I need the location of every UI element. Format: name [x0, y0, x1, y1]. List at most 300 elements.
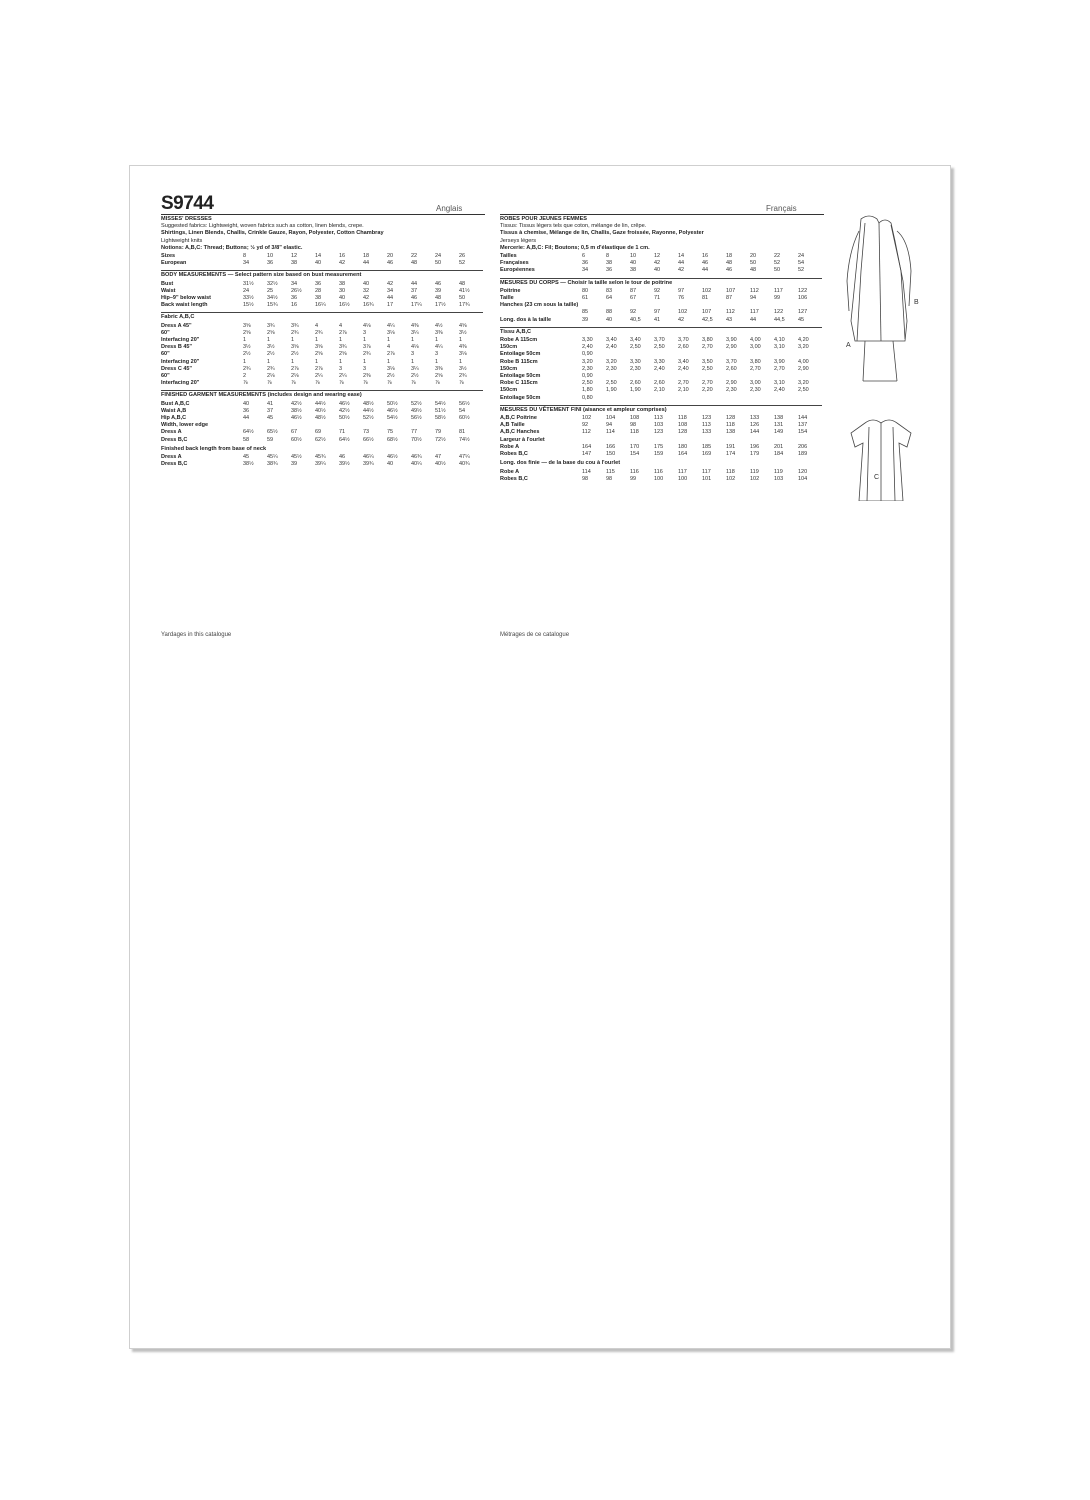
- table-cell: 46¼: [363, 454, 374, 461]
- table-cell: ⅞: [363, 380, 368, 387]
- table-cell: 2: [243, 373, 247, 380]
- table-cell: 45: [243, 454, 250, 461]
- table-cell: 159: [654, 451, 664, 458]
- row-label: Dress B,C: [161, 461, 188, 468]
- table-cell: [582, 437, 606, 444]
- body-measurements-table: [161, 281, 483, 310]
- table-cell: [750, 395, 774, 402]
- back-length-table: [500, 469, 822, 483]
- table-cell: 56½: [411, 415, 422, 422]
- table-cell: 1: [243, 337, 247, 344]
- table-cell: 2¾: [315, 329, 323, 336]
- table-cell: 3¼: [411, 329, 419, 336]
- table-cell: [798, 395, 822, 402]
- table-cell: [654, 437, 678, 444]
- finished-measurements-table: [161, 401, 483, 444]
- finished-measurements-heading: FINISHED GARMENT MEASUREMENTS (includes design and wearing ease): [161, 390, 483, 399]
- table-cell: 2¾: [243, 365, 251, 372]
- table-cell: 1: [291, 358, 295, 365]
- table-cell: 2⅝: [267, 329, 275, 336]
- table-cell: 12: [291, 253, 298, 260]
- table-cell: 36: [315, 280, 322, 287]
- table-cell: 184: [774, 451, 784, 458]
- table-cell: 76: [678, 295, 685, 302]
- table-row: [500, 469, 822, 476]
- table-cell: 122: [774, 309, 784, 316]
- table-cell: 3,00: [750, 380, 761, 387]
- table-cell: 4¼: [435, 344, 443, 351]
- table-cell: [654, 373, 678, 380]
- table-cell: 46: [387, 260, 394, 267]
- table-cell: 28: [315, 287, 322, 294]
- table-cell: [630, 373, 654, 380]
- fabric-suggestions: Tissus à chemise, Mélange de lin, Challis, Gaze froissée, Rayonne, Polyester: [500, 230, 704, 237]
- table-cell: 14: [315, 253, 322, 260]
- notions: Mercerie: A,B,C: Fil; Boutons; 0,5 m d'élastique de 1 cm.: [500, 244, 650, 251]
- table-cell: 99: [630, 475, 637, 482]
- table-cell: 73: [363, 429, 370, 436]
- table-cell: 44½: [315, 400, 326, 407]
- table-row: [500, 415, 822, 422]
- table-row: [500, 351, 822, 358]
- table-cell: ⅞: [459, 380, 464, 387]
- table-cell: 4⅛: [411, 344, 419, 351]
- table-cell: 48: [411, 260, 418, 267]
- table-cell: 40: [315, 260, 322, 267]
- table-cell: [774, 351, 798, 358]
- table-cell: [774, 395, 798, 402]
- table-cell: 92: [582, 422, 589, 429]
- table-cell: 17¼: [411, 302, 422, 309]
- table-cell: 144: [798, 415, 808, 422]
- table-cell: 52: [774, 260, 781, 267]
- table-cell: [702, 395, 726, 402]
- table-row: [500, 429, 822, 436]
- table-cell: 1: [387, 358, 391, 365]
- table-cell: 154: [630, 451, 640, 458]
- table-cell: 36: [291, 295, 298, 302]
- table-cell: 2¼: [339, 373, 347, 380]
- back-length-table: [161, 454, 483, 468]
- table-cell: 2,60: [630, 380, 641, 387]
- table-cell: 75: [387, 429, 394, 436]
- table-cell: 3,70: [678, 337, 689, 344]
- table-row: [161, 302, 483, 309]
- table-cell: 4⅝: [459, 322, 467, 329]
- table-cell: 26: [459, 253, 466, 260]
- table-cell: 2⅝: [339, 351, 347, 358]
- table-cell: 79: [435, 429, 442, 436]
- table-cell: 1: [243, 358, 247, 365]
- table-row: [161, 253, 483, 260]
- fabric-suggestions: Suggested fabrics: Lightweight, woven fabrics such as cotton, linen blends, crepe.: [161, 223, 364, 230]
- table-cell: 4: [339, 322, 343, 329]
- table-row: [161, 380, 483, 387]
- table-cell: [654, 395, 678, 402]
- table-cell: 4½: [435, 322, 443, 329]
- table-cell: 2,50: [606, 380, 617, 387]
- table-cell: 2¼: [315, 373, 323, 380]
- table-cell: 98: [606, 475, 613, 482]
- table-cell: 94: [606, 422, 613, 429]
- table-cell: 2½: [291, 351, 299, 358]
- table-cell: 3½: [243, 344, 251, 351]
- table-cell: 46: [702, 260, 709, 267]
- row-label: Robe A: [500, 443, 520, 450]
- row-label: 60": [161, 329, 170, 336]
- table-cell: 16: [339, 253, 346, 260]
- table-cell: 44: [750, 316, 757, 323]
- table-row: [161, 330, 483, 337]
- table-cell: 2,10: [654, 387, 665, 394]
- table-cell: 118: [678, 415, 687, 422]
- row-label: 150cm: [500, 365, 518, 372]
- table-cell: 45: [267, 415, 274, 422]
- table-cell: [654, 351, 678, 358]
- body-measurements-table: [500, 288, 822, 324]
- table-cell: 1: [459, 337, 463, 344]
- fabric-suggestions: Tissus: Tissus légers tels que coton, mélange de lin, crêpe.: [500, 223, 647, 230]
- table-cell: 2,30: [606, 365, 617, 372]
- table-cell: 150: [606, 451, 616, 458]
- table-cell: 87: [630, 287, 637, 294]
- table-cell: 34: [291, 280, 298, 287]
- table-cell: 126: [750, 422, 760, 429]
- table-cell: [582, 302, 606, 309]
- table-cell: 88: [606, 309, 613, 316]
- table-cell: 67: [630, 295, 637, 302]
- table-cell: 77: [411, 429, 418, 436]
- table-cell: 114: [582, 468, 591, 475]
- table-cell: 100: [654, 475, 664, 482]
- table-cell: 2,40: [582, 344, 593, 351]
- table-cell: 117: [774, 287, 783, 294]
- table-cell: 2,70: [750, 365, 761, 372]
- table-cell: [702, 373, 726, 380]
- table-cell: 98: [630, 422, 637, 429]
- table-cell: [702, 351, 726, 358]
- table-cell: 2⅞: [339, 329, 347, 336]
- table-cell: [798, 351, 822, 358]
- table-cell: 3,80: [702, 337, 713, 344]
- table-cell: 1: [267, 358, 271, 365]
- table-cell: 102: [678, 309, 688, 316]
- table-cell: 144: [750, 429, 760, 436]
- table-cell: 123: [654, 429, 664, 436]
- table-cell: 94: [750, 295, 757, 302]
- table-cell: ⅞: [315, 380, 320, 387]
- table-cell: 17: [387, 302, 394, 309]
- table-cell: 81: [459, 429, 466, 436]
- table-cell: 64: [606, 295, 613, 302]
- table-cell: 46½: [339, 400, 350, 407]
- table-cell: 3,30: [582, 337, 593, 344]
- table-cell: 102: [726, 475, 736, 482]
- table-cell: 34: [387, 287, 394, 294]
- table-cell: 1: [435, 337, 439, 344]
- table-cell: 104: [606, 415, 616, 422]
- table-cell: 40,5: [630, 316, 641, 323]
- table-cell: 40½: [435, 461, 446, 468]
- table-cell: 60½: [291, 436, 302, 443]
- row-label: Interfacing 20": [161, 380, 200, 387]
- table-cell: [630, 302, 654, 309]
- table-cell: 32: [363, 287, 370, 294]
- table-cell: 40: [339, 295, 346, 302]
- footer-note-right: Métrages de ce catalogue: [500, 632, 570, 638]
- table-cell: 2,50: [702, 365, 713, 372]
- table-cell: 2,30: [582, 365, 593, 372]
- table-cell: 50: [774, 267, 781, 274]
- table-row: [161, 373, 483, 380]
- table-cell: 62½: [315, 436, 326, 443]
- table-cell: 15½: [243, 302, 254, 309]
- fabric-heading: Fabric A,B,C: [161, 312, 483, 321]
- table-cell: [750, 437, 774, 444]
- table-cell: 104: [798, 475, 808, 482]
- table-cell: 15¾: [267, 302, 278, 309]
- table-cell: 3⅛: [387, 365, 395, 372]
- pattern-number: S9744: [161, 193, 214, 214]
- table-row: [500, 395, 822, 402]
- language-label-right: Français: [766, 204, 797, 213]
- table-row: [500, 260, 822, 267]
- table-cell: ⅞: [339, 380, 344, 387]
- table-cell: 38½: [291, 407, 302, 414]
- table-cell: 189: [798, 451, 808, 458]
- table-cell: 127: [798, 309, 808, 316]
- table-cell: 2⅝: [243, 329, 251, 336]
- table-cell: 42: [339, 260, 346, 267]
- table-cell: 38½: [243, 461, 254, 468]
- table-cell: 2,10: [678, 387, 689, 394]
- table-cell: 101: [702, 475, 712, 482]
- fabric-suggestions: Jerseys légers: [500, 237, 537, 244]
- table-cell: 46: [411, 295, 418, 302]
- table-cell: 0,90: [582, 373, 593, 380]
- table-cell: 107: [702, 309, 712, 316]
- table-row: [161, 344, 483, 351]
- table-cell: 106: [798, 295, 808, 302]
- table-cell: 50½: [387, 400, 398, 407]
- table-cell: 2,60: [726, 365, 737, 372]
- table-cell: 74½: [459, 436, 470, 443]
- table-cell: 1: [315, 358, 319, 365]
- table-cell: 59: [267, 436, 274, 443]
- table-cell: 12: [654, 253, 661, 260]
- table-row: [161, 359, 483, 366]
- table-cell: [363, 422, 387, 429]
- table-row: [161, 366, 483, 373]
- row-label: Françaises: [500, 260, 529, 267]
- row-label: Tailles: [500, 253, 517, 260]
- table-row: [500, 387, 822, 394]
- row-label: Entoilage 50cm: [500, 394, 541, 401]
- table-cell: [606, 395, 630, 402]
- table-cell: 3⅞: [363, 344, 371, 351]
- table-cell: [459, 422, 483, 429]
- size-table: [500, 253, 822, 275]
- table-cell: 46: [339, 454, 346, 461]
- row-label: Européennes: [500, 267, 535, 274]
- table-cell: 122: [798, 287, 808, 294]
- table-cell: 36: [582, 260, 589, 267]
- table-cell: [630, 395, 654, 402]
- table-cell: 71: [654, 295, 661, 302]
- table-cell: 42½: [291, 400, 302, 407]
- table-row: [161, 295, 483, 302]
- table-cell: 138: [774, 415, 784, 422]
- table-cell: 128: [678, 429, 688, 436]
- table-cell: 2,70: [678, 380, 689, 387]
- row-label: Waist A,B: [161, 407, 187, 414]
- row-label: 150cm: [500, 387, 518, 394]
- row-label: Robe B 115cm: [500, 358, 538, 365]
- table-cell: 39¾: [363, 461, 374, 468]
- table-cell: 4¼: [387, 322, 395, 329]
- table-row: [161, 429, 483, 436]
- table-cell: 113: [702, 422, 711, 429]
- table-cell: 114: [606, 429, 615, 436]
- table-cell: 3: [339, 365, 343, 372]
- table-cell: 56½: [459, 400, 470, 407]
- table-cell: 206: [798, 443, 808, 450]
- table-row: [161, 461, 483, 468]
- table-cell: 46: [435, 280, 442, 287]
- table-cell: 39: [291, 461, 298, 468]
- table-row: [161, 437, 483, 444]
- table-row: [500, 444, 822, 451]
- table-cell: 44,5: [774, 316, 785, 323]
- table-cell: 2½: [267, 351, 275, 358]
- pattern-envelope-back: [129, 165, 951, 1349]
- table-cell: 14: [678, 253, 685, 260]
- table-row: [500, 476, 822, 483]
- row-label: Taille: [500, 295, 514, 302]
- table-cell: 60½: [459, 415, 470, 422]
- table-row: [500, 373, 822, 380]
- table-cell: 48½: [363, 400, 374, 407]
- table-cell: 117: [678, 468, 687, 475]
- table-cell: 2¾: [267, 365, 275, 372]
- table-cell: 4,00: [798, 358, 809, 365]
- table-cell: 72½: [435, 436, 446, 443]
- table-cell: 3,70: [654, 337, 665, 344]
- table-cell: 38: [315, 295, 322, 302]
- row-label: Bust: [161, 280, 174, 287]
- table-cell: 2⅞: [387, 351, 395, 358]
- table-cell: 80: [582, 287, 589, 294]
- row-label: Dress A 45": [161, 322, 192, 329]
- table-cell: 8: [243, 253, 247, 260]
- table-cell: 2,20: [702, 387, 713, 394]
- row-label: Dress A: [161, 429, 182, 436]
- table-cell: 18: [363, 253, 370, 260]
- table-cell: 164: [582, 443, 592, 450]
- row-label: Dress C 45": [161, 365, 193, 372]
- table-cell: 116: [654, 468, 663, 475]
- table-cell: 3,20: [582, 358, 593, 365]
- table-cell: [678, 437, 702, 444]
- row-label: Interfacing 20": [161, 358, 200, 365]
- row-label: Width, lower edge: [161, 422, 209, 429]
- fabric-heading: Tissu A,B,C: [500, 327, 822, 336]
- table-cell: [774, 302, 798, 309]
- table-cell: 147: [582, 451, 592, 458]
- table-cell: [798, 302, 822, 309]
- table-cell: 46½: [387, 454, 398, 461]
- row-label: Interfacing 20": [161, 337, 200, 344]
- table-cell: 45½: [291, 454, 302, 461]
- table-cell: [411, 422, 435, 429]
- table-cell: [315, 422, 339, 429]
- table-cell: [267, 422, 291, 429]
- row-label: Robes B,C: [500, 451, 528, 458]
- table-cell: 25: [267, 287, 274, 294]
- table-cell: 108: [630, 415, 640, 422]
- table-cell: 42,5: [702, 316, 713, 323]
- table-cell: 64½: [339, 436, 350, 443]
- table-cell: 119: [774, 468, 783, 475]
- table-cell: 10: [267, 253, 274, 260]
- table-cell: 38: [606, 260, 613, 267]
- section-heading: ROBES POUR JEUNES FEMMES: [500, 216, 588, 222]
- table-cell: 117: [750, 309, 759, 316]
- table-cell: 117: [702, 468, 711, 475]
- fabric-suggestions: Lightweight knits: [161, 237, 203, 244]
- table-cell: 44: [411, 280, 418, 287]
- table-cell: [726, 437, 750, 444]
- table-cell: 52½: [363, 415, 374, 422]
- table-cell: 42: [654, 260, 661, 267]
- table-cell: 2⅞: [291, 365, 299, 372]
- table-cell: 48: [435, 295, 442, 302]
- table-cell: [726, 373, 750, 380]
- table-cell: 137: [798, 422, 808, 429]
- table-cell: 1: [339, 358, 343, 365]
- table-cell: 48: [726, 260, 733, 267]
- table-row: [161, 401, 483, 408]
- table-cell: 0,80: [582, 394, 593, 401]
- language-label-left: Anglais: [436, 204, 463, 213]
- table-cell: 128: [726, 415, 736, 422]
- table-cell: 2,90: [798, 365, 809, 372]
- table-cell: 31½: [243, 280, 254, 287]
- table-cell: 36: [267, 260, 274, 267]
- table-cell: 131: [774, 422, 784, 429]
- table-cell: 1: [315, 337, 319, 344]
- table-cell: [774, 373, 798, 380]
- dress-a-b-drawing: [847, 216, 911, 381]
- row-label: Entoilage 50cm: [500, 373, 541, 380]
- table-cell: 138: [726, 429, 736, 436]
- table-cell: 33½: [243, 295, 254, 302]
- table-cell: ⅞: [291, 380, 296, 387]
- table-cell: 51½: [435, 407, 446, 414]
- footer-note-left: Yardages in this catalogue: [161, 632, 232, 638]
- table-cell: 3,50: [702, 358, 713, 365]
- table-cell: 3,20: [798, 344, 809, 351]
- table-cell: 2,50: [582, 380, 593, 387]
- table-cell: 2,40: [654, 365, 665, 372]
- table-cell: 112: [726, 309, 735, 316]
- table-cell: 120: [798, 468, 808, 475]
- table-row: [161, 408, 483, 415]
- finished-measurements-heading: MESURES DU VÊTEMENT FINI (aisance et ampleur comprises): [500, 405, 822, 414]
- table-cell: 40½: [315, 407, 326, 414]
- table-cell: 38: [339, 280, 346, 287]
- table-cell: [750, 373, 774, 380]
